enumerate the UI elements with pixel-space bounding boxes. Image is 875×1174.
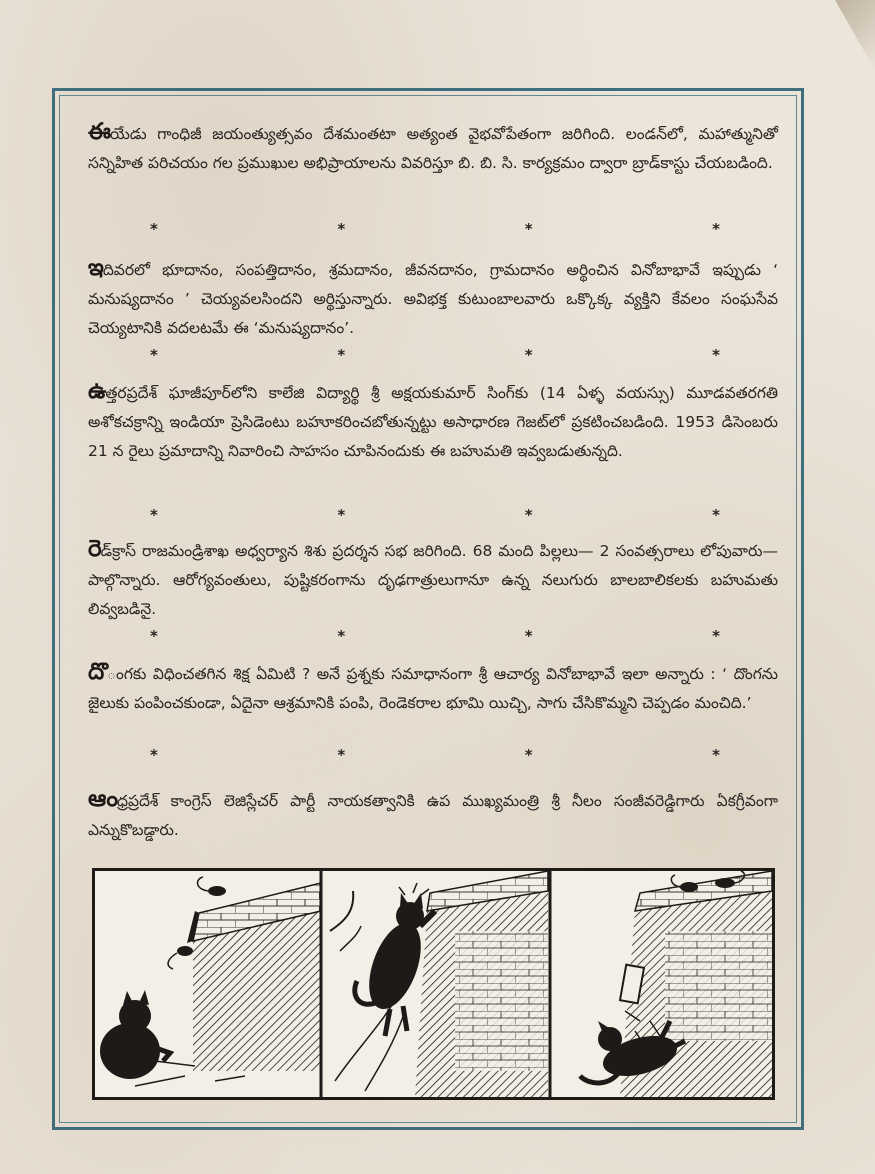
separator-star: * <box>524 746 533 764</box>
separator-star: * <box>524 220 533 238</box>
separator-row <box>150 220 720 238</box>
news-item-thief-punishment <box>88 658 778 718</box>
separator-star: * <box>337 346 346 364</box>
separator-star: * <box>150 627 158 645</box>
separator-star: * <box>712 220 720 238</box>
comic-strip-illustration <box>95 871 772 1097</box>
comic-panel-cat-climbing-wall <box>323 871 548 1097</box>
separator-row <box>150 506 720 524</box>
separator-star: * <box>712 746 720 764</box>
news-item-gandhi-jayanti <box>88 118 778 178</box>
news-text: త్తరప్రదేశ్ ఘాజీపూర్‌లోని కాలేజి విద్యార్థి శ్రీ అక్షయకుమార్ సింగ్‌కు (14 ఏళ్ళ వయస్సు) మూడవతరగతి అశోకచక్రాన్ని ఇండియా ప్రెసిడెంటు బహూకరించబోతున్నట్టు అసాధారణ గెజట్‌లో ప్రకటించబడింది. 1953 డిసెంబరు 21 న రైలు ప్రమాదాన్ని నివారించి సాహసం చూపినందుకు ఈ బహుమతి ఇవ్వబడుతున్నది. <box>88 384 778 460</box>
comic-panel-cat-falling-brick <box>552 871 772 1097</box>
comic-panel-cat-at-wall <box>95 871 321 1097</box>
separator-star: * <box>150 346 158 364</box>
separator-star: * <box>337 220 346 238</box>
news-text: ంగకు విధించతగిన శిక్ష ఏమిటి ? అనే ప్రశ్నకు సమాధానంగా శ్రీ ఆచార్య వినోబాభావే ఇలా అన్నారు : ‘ దొంగను జైలుకు పంపించకుండా, ఏదైనా ఆశ్రమానికి పంపి, రెండెకరాల భూమి యిచ్చి, సాగు చేసికొమ్మని చెప్పడం మంచిది.’ <box>88 665 778 712</box>
drop-letter: ఇ <box>88 255 103 281</box>
separator-star: * <box>524 627 533 645</box>
news-text: ధ్రప్రదేశ్ కాంగ్రెస్ లెజిస్లేచర్ పార్టీ నాయకత్వానికి ఉప ముఖ్యమంత్రి శ్రీ నీలం సంజీవరెడ్డిగారు ఏకగ్రీవంగా ఎన్నుకొబడ్డారు. <box>88 792 778 839</box>
news-text: యేడు గాంధిజీ జయంత్యుత్సవం దేశమంతటా అత్యంత వైభవోపేతంగా జరిగింది. లండన్‌లో, మహాత్మునితో సన్నిహిత పరిచయం గల ప్రముఖుల అభిప్రాయాలను వివరిస్తూ బి. బి. సి. కార్యక్రమం ద్వారా బ్రాడ్‌కాస్టు చేయబడింది. <box>88 125 778 172</box>
separator-star: * <box>150 506 158 524</box>
separator-star: * <box>712 506 720 524</box>
separator-star: * <box>712 346 720 364</box>
separator-star: * <box>337 506 346 524</box>
news-item-manushya-danam <box>88 254 778 343</box>
separator-star: * <box>337 746 346 764</box>
drop-letter: రె <box>88 536 101 562</box>
news-item-ashoka-chakra <box>88 377 778 466</box>
separator-star: * <box>712 627 720 645</box>
separator-row <box>150 746 720 764</box>
news-text: దివరలో భూదానం, సంపత్తిదానం, శ్రమదానం, జీవనదానం, గ్రామదానం అర్థించిన వినోబాభావే ఇప్పుడు ‘ మనుష్యదానం ’ చెయ్యవలసిందని అర్థిస్తున్నారు. అవిభక్త కుటుంబాలవారు ఒక్కొక్క వ్యక్తిని కేవలం సంఘసేవ చెయ్యటానికి వదలటమే ఈ ‘మనుష్యదానం’. <box>88 261 778 337</box>
news-text: డ్‌క్రాస్ రాజమండ్రిశాఖ అధ్వర్యాన శిశు ప్రదర్శన సభ జరిగింది. 68 మంది పిల్లలు— 2 సంవత్సరాలు లోపువారు—పాల్గొన్నారు. ఆరోగ్యవంతులు, పుష్టికరంగాను దృఢగాత్రులుగానూ ఉన్న నలుగురు బాలబాలికలకు బహుమతు లివ్వబడినై. <box>88 542 778 618</box>
news-item-baby-show <box>88 535 778 624</box>
separator-row <box>150 346 720 364</box>
drop-letter: దొ <box>88 659 108 685</box>
separator-row <box>150 627 720 645</box>
separator-star: * <box>150 746 158 764</box>
drop-letter: ఉ <box>88 378 106 404</box>
separator-star: * <box>150 220 158 238</box>
comic-strip <box>92 868 775 1100</box>
drop-letter: ఈ <box>88 119 110 145</box>
separator-star: * <box>337 627 346 645</box>
drop-letter: ఆం <box>88 786 118 812</box>
news-item-sanjeeva-reddy <box>88 785 778 845</box>
separator-star: * <box>524 506 533 524</box>
separator-star: * <box>524 346 533 364</box>
